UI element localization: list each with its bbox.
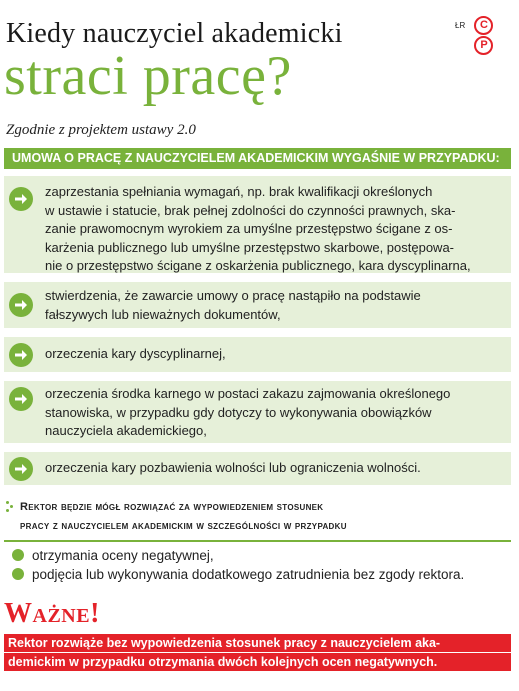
logo-letter-c: C	[474, 16, 493, 35]
note-heading-line-2: pracy z nauczycielem akademickim w szczególności w przypadku	[20, 520, 347, 532]
list-item	[4, 452, 511, 485]
author-credit: ŁR	[455, 21, 466, 30]
list-item-text: orzeczenia środka karnego w postaci zakazu zajmowania określonego stanowiska, w przypadku gdy dotyczy to wykonywania obowiązków nauczyciela akademickiego,	[45, 386, 451, 438]
arrow-right-icon	[9, 387, 33, 411]
title-line-2: straci pracę?	[4, 45, 292, 107]
title-line-1: Kiedy nauczyciel akademicki	[6, 18, 343, 49]
arrow-right-icon	[9, 187, 33, 211]
list-item-text: stwierdzenia, że zawarcie umowy o pracę nastąpiło na podstawie fałszywych lub nieważnych dokumentów,	[45, 288, 421, 322]
bullet-item	[12, 567, 464, 582]
logo-letter-p: P	[474, 36, 493, 55]
list-item-text: zaprzestania spełniania wymagań, np. brak kwalifikacji określonych w ustawie i statucie, brak pełnej zdolności do czynności prawnych, ska- zanie prawomocnym wyrokiem za umyślne przestępstwo ścigane z os- karżenia publicznego lub umyślne przestępstwo skarbowe, postępowa- nie o przestępstwo ścigane z oskarżenia publicznego, kara dyscyplinarna,	[45, 184, 471, 273]
publisher-logo	[474, 15, 508, 51]
note-heading	[6, 498, 506, 536]
list-item	[4, 176, 511, 273]
arrow-right-icon	[9, 293, 33, 317]
list-item	[4, 282, 511, 328]
divider	[4, 540, 511, 542]
bullet-text: podjęcia lub wykonywania dodatkowego zatrudnienia bez zgody rektora.	[32, 567, 465, 582]
bullet-item	[12, 548, 214, 563]
list-item-text: orzeczenia kary pozbawienia wolności lub ograniczenia wolności.	[45, 460, 421, 475]
arrow-right-icon	[9, 457, 33, 481]
dots-icon	[6, 501, 14, 513]
section-banner: UMOWA O PRACĘ Z NAUCZYCIELEM AKADEMICKIM WYGAŚNIE W PRZYPADKU:	[4, 148, 511, 169]
important-line-1: Rektor rozwiąże bez wypowiedzenia stosunek pracy z nauczycielem aka-	[4, 634, 511, 652]
note-heading-line-1: Rektor będzie mógł rozwiązać za wypowiedzeniem stosunek	[20, 501, 324, 513]
list-item	[4, 337, 511, 372]
arrow-right-icon	[9, 343, 33, 367]
list-item	[4, 381, 511, 443]
list-item-text: orzeczenia kary dyscyplinarnej,	[45, 346, 226, 361]
bullet-text: otrzymania oceny negatywnej,	[32, 548, 214, 563]
bullet-dot-icon	[12, 568, 24, 580]
important-line-2: demickim w przypadku otrzymania dwóch kolejnych ocen negatywnych.	[4, 653, 511, 671]
bullet-dot-icon	[12, 549, 24, 561]
subtitle: Zgodnie z projektem ustawy 2.0	[6, 122, 196, 138]
important-label: Ważne!	[4, 598, 100, 629]
